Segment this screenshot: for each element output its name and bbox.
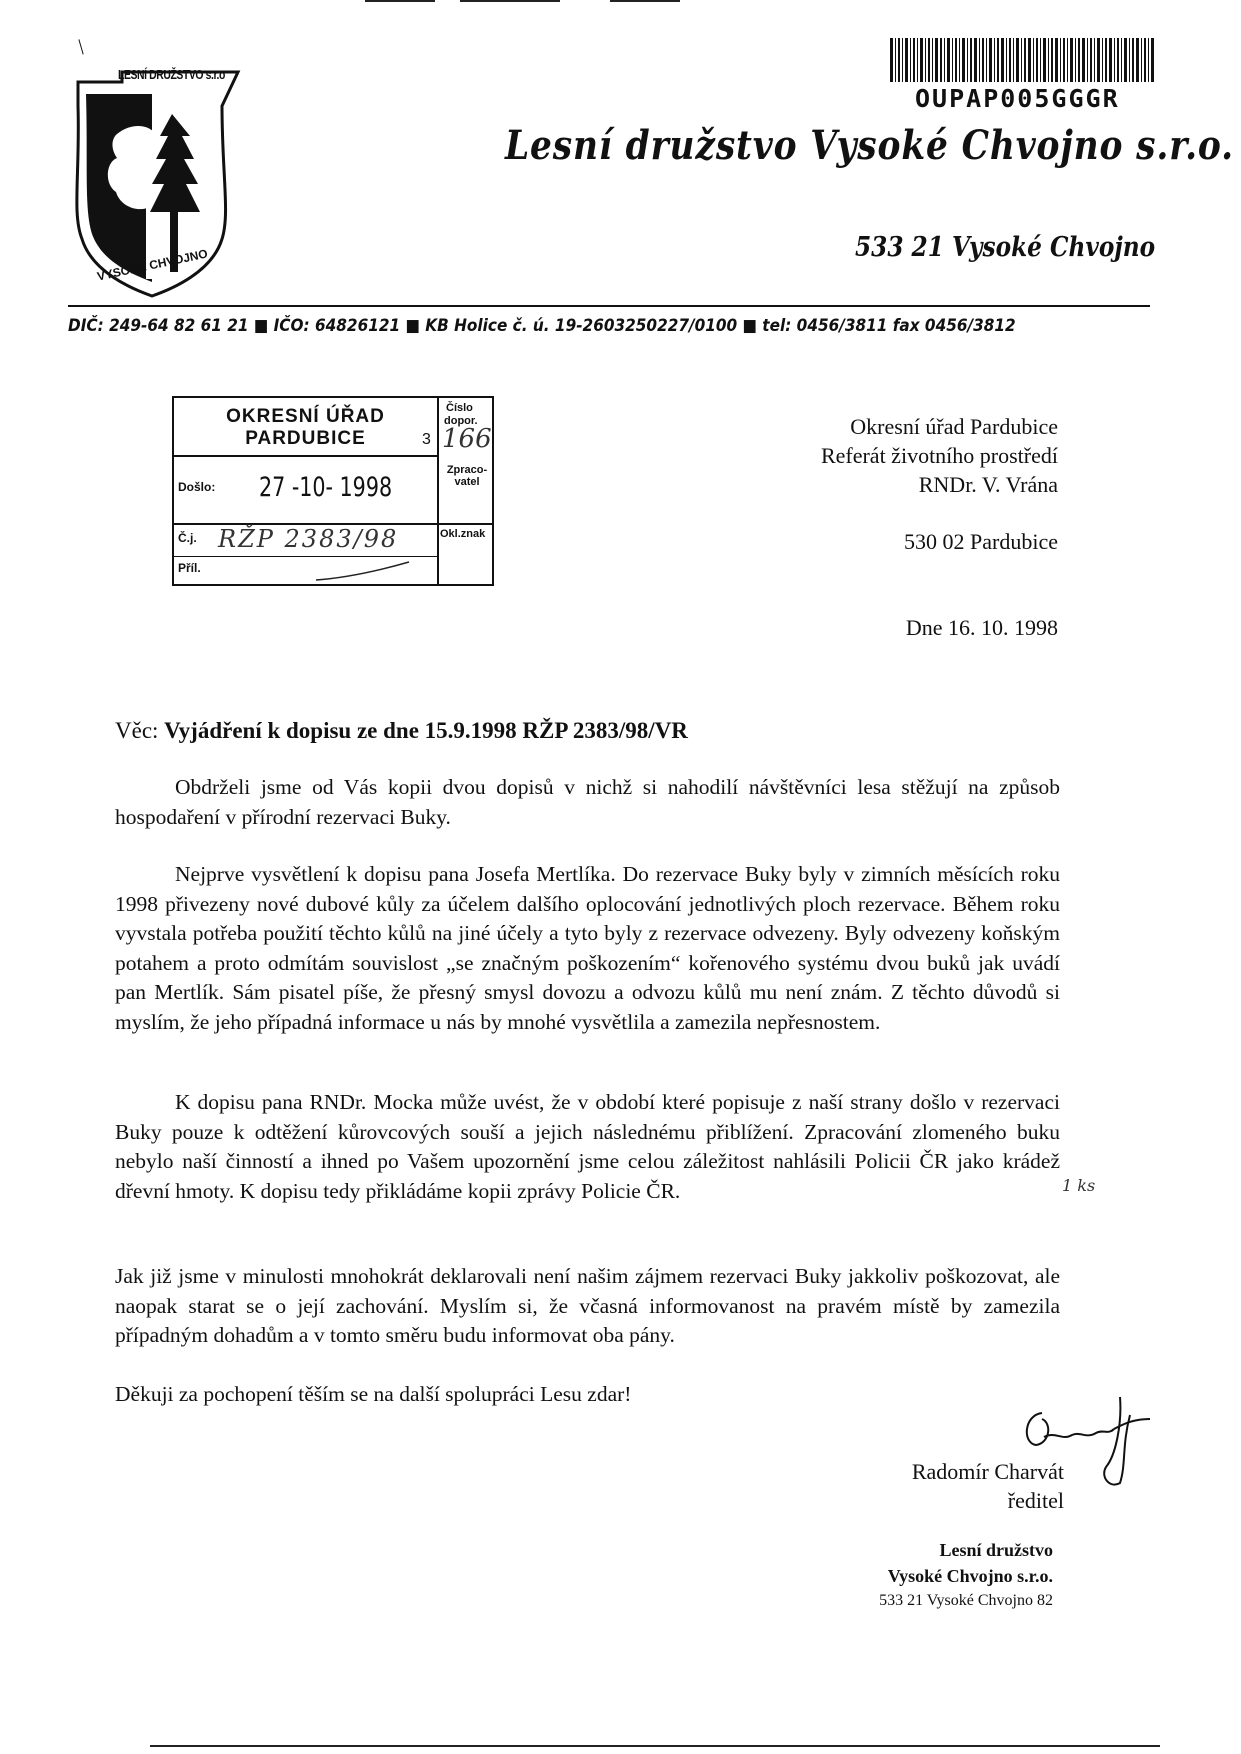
stamp-dopor-label: dopor. (444, 415, 478, 427)
pen-mark: / (71, 34, 91, 59)
stamp-office-line2: PARDUBICE (245, 428, 366, 449)
subject-label: Věc: (115, 718, 165, 743)
body-paragraph-2: Nejprve vysvětlení k dopisu pana Josefa Mertlíka. Do rezervace Buky byly v zimních měsících roku 1998 přivezeny nové dubové kůly za účelem dalšího oplocování jednotlivých ploch rezervace. Během roku vyvstala potřeba použití těchto kůlů na jiné účely a tyto byly z rezervace odvezeny. Byly odvezeny koňským potahem a proto odmítám souvislost „se značným poškozením“ kořenového systému dvou buků jak uvádí pan Mertlík. Sám pisatel píše, že přesný smysl dovozu a odvozu kůlů mu není znám. Z těchto důvodů si myslím, že jeho případná informace u nás by mnohé vysvětlila a zamezila nepřesnostem. (115, 862, 1060, 1034)
company-id-line: DIČ: 249-64 82 61 21 ■ IČO: 64826121 ■ KB Holice č. ú. 19-2603250227/0100 ■ tel: 0456/3811 fax 0456/3812 (68, 316, 1016, 336)
stamp-doslo-label: Došlo: (178, 480, 216, 494)
stamp-cislo-label: Číslo (446, 402, 473, 414)
logo-bottom-text: VYSOKÉ CHVOJNO (95, 246, 209, 284)
scan-edge-line (610, 0, 680, 2)
stamp-cj-label: Č.j. (178, 531, 197, 545)
stamp-pril-label: Příl. (178, 561, 201, 575)
stamp-received-date: 27 -10- 1998 (259, 472, 393, 503)
scan-edge-line (365, 0, 435, 2)
recipient-line1: Okresní úřad Pardubice (850, 414, 1058, 439)
stamp-cislo-value: 166 (442, 424, 492, 454)
stamp-cj-value: RŽP 2383/98 (218, 525, 399, 553)
stamp-office-line1: OKRESNÍ ÚŘAD (226, 406, 385, 427)
footer-company-line3: 533 21 Vysoké Chvojno 82 (879, 1592, 1053, 1609)
subject-text: Vyjádření k dopisu ze dne 15.9.1998 RŽP 2383/98/VR (164, 718, 688, 743)
document-code: OUPAP005GGGR (915, 84, 1120, 113)
stamp-okl-label: Okl.znak (440, 528, 486, 540)
body-paragraph-4: Jak již jsme v minulosti mnohokrát deklarovali není našim zájmem rezervaci Buky jakkoliv poškozovat, ale naopak starat se o její zachování. Myslím si, že včasná informovanost na pravém místě by zamezila případným dohadům a v tomto směru budu informovat oba pány. (115, 1264, 1060, 1347)
letter-date: Dne 16. 10. 1998 (905, 615, 1058, 640)
header-divider (68, 305, 1150, 307)
stamp-pril-stroke (314, 558, 414, 584)
signatory-title: ředitel (1007, 1488, 1064, 1513)
scan-bottom-edge (150, 1745, 1160, 1747)
stamp-zpracovatel-label: Zpraco-vatel (446, 464, 488, 488)
handwritten-signature (1010, 1385, 1160, 1505)
margin-note: 1 ks (1062, 1176, 1096, 1195)
recipient-line2: Referát životního prostředí (820, 443, 1058, 468)
body-paragraph-3: K dopisu pana RNDr. Mocka může uvést, že v období které popisuje z naší strany došlo v rezervaci Buky pouze k odtěžení kůrovcových souší a jejich následnému přiblížení. Zpracování zlomeného buku nebylo naší činností a ihned po Vašem upozornění jsme celou záležitost nahlásili Policii ČR jako krádež dřevní hmoty. K dopisu tedy přikládáme kopii zprávy Policie ČR. (115, 1090, 1060, 1203)
subject-line (115, 718, 688, 744)
body-paragraph-5: Děkuji za pochopení těším se na další spolupráci Lesu zdar! (115, 1382, 632, 1406)
company-name: Lesní družstvo Vysoké Chvojno s.r.o. (505, 122, 1234, 169)
footer-company-line2: Vysoké Chvojno s.r.o. (887, 1566, 1053, 1586)
registry-stamp (172, 396, 494, 586)
logo-label: LESNÍ DRUŽSTVO s.r.o (118, 67, 225, 82)
recipient-line4: 530 02 Pardubice (904, 529, 1058, 554)
recipient-line3: RNDr. V. Vrána (918, 472, 1058, 497)
scan-edge-line (460, 0, 560, 2)
signatory-name: Radomír Charvát (911, 1459, 1064, 1484)
body-paragraph-1: Obdrželi jsme od Vás kopii dvou dopisů v nichž si nahodilí návštěvníci lesa stěžují na způsob hospodaření v přírodní rezervaci Buky. (115, 775, 1060, 829)
barcode (890, 38, 1156, 82)
stamp-number-small: 3 (422, 431, 431, 448)
footer-company-line1: Lesní družstvo (939, 1540, 1053, 1560)
company-city: 533 21 Vysoké Chvojno (855, 232, 1156, 263)
